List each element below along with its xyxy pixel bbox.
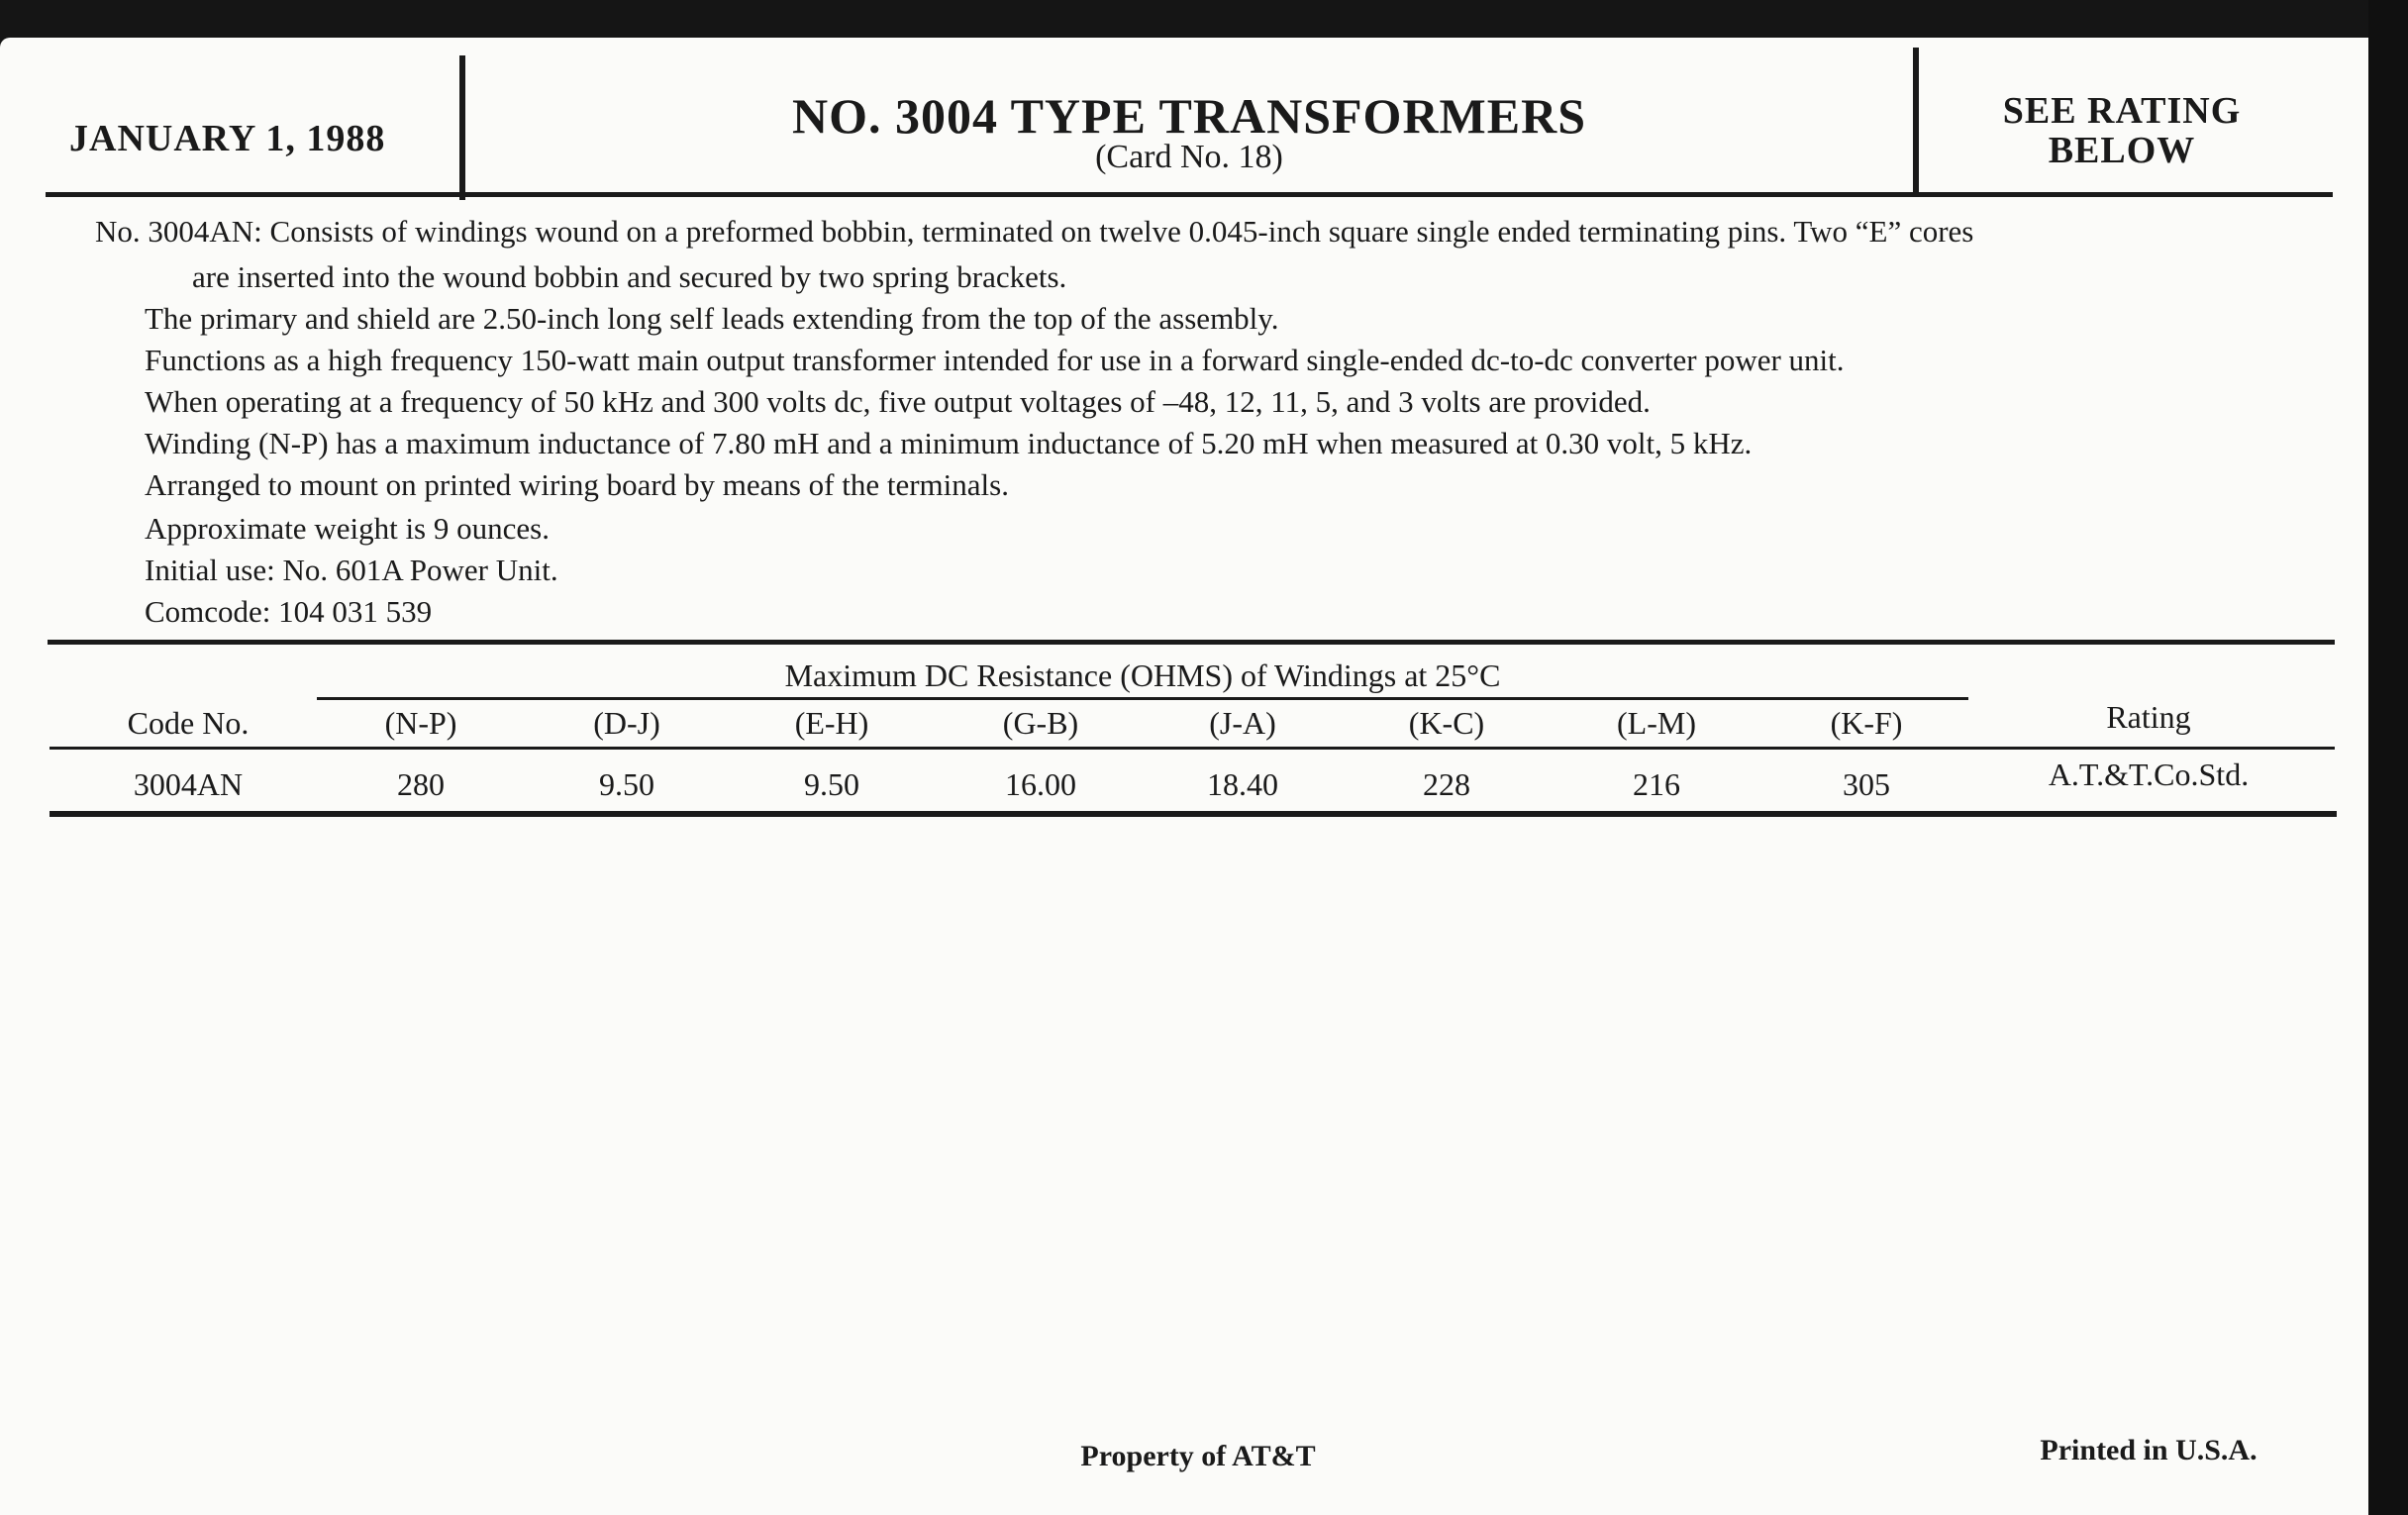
description-line: No. 3004AN: Consists of windings wound on a preformed bobbin, terminated on twelve 0.045-inch square single ended terminating pins. Two “E” cores (95, 214, 1974, 249)
caption-underline (317, 697, 1968, 700)
column-header-code: Code No. (127, 705, 250, 741)
description-line: Functions as a high frequency 150-watt main output transformer intended for use in a forward single-ended dc-to-dc converter power unit. (145, 343, 1845, 377)
column-header-lm: (L-M) (1617, 705, 1696, 741)
card-title: NO. 3004 TYPE TRANSFORMERS (791, 88, 1587, 144)
column-header-rating: Rating (2106, 699, 2191, 735)
table-cell: 280 (397, 766, 445, 802)
description-line: Arranged to mount on printed wiring board by means of the terminals. (145, 467, 1009, 502)
description-line: are inserted into the wound bobbin and secured by two spring brackets. (192, 259, 1067, 294)
table-cell-code: 3004AN (133, 766, 244, 802)
rating-note (1919, 91, 2325, 170)
description-line: Winding (N-P) has a maximum inductance of 7.80 mH and a minimum inductance of 5.20 mH when measured at 0.30 volt, 5 kHz. (145, 426, 1753, 460)
table-header-rule (50, 747, 2335, 750)
column-header-dj: (D-J) (593, 705, 660, 741)
table-cell: 16.00 (1005, 766, 1076, 802)
rating-note-line1: SEE RATING (2002, 90, 2242, 132)
table-top-rule (48, 640, 2335, 645)
table-cell-rating: A.T.&T.Co.Std. (2048, 757, 2250, 792)
footer-property: Property of AT&T (1080, 1440, 1316, 1472)
description-line: The primary and shield are 2.50-inch long self leads extending from the top of the assembly. (145, 301, 1279, 336)
column-header-kc: (K-C) (1408, 705, 1485, 741)
table-bottom-rule (50, 811, 2337, 817)
table-caption: Maximum DC Resistance (OHMS) of Windings at 25°C (784, 657, 1501, 693)
table-cell: 305 (1843, 766, 1890, 802)
header-rule (46, 192, 2333, 197)
description-line: Comcode: 104 031 539 (145, 594, 433, 629)
column-header-ja: (J-A) (1209, 705, 1276, 741)
description-line: Approximate weight is 9 ounces. (145, 511, 550, 546)
table-cell: 216 (1633, 766, 1680, 802)
table-cell: 228 (1423, 766, 1470, 802)
footer-printed: Printed in U.S.A. (2040, 1434, 2258, 1466)
description-line: Initial use: No. 601A Power Unit. (145, 553, 558, 587)
column-header-gb: (G-B) (1002, 705, 1079, 741)
table-cell: 18.40 (1207, 766, 1278, 802)
table-cell: 9.50 (804, 766, 859, 802)
card-date: JANUARY 1, 1988 (69, 118, 386, 159)
description-line: When operating at a frequency of 50 kHz and 300 volts dc, five output voltages of –48, 12, 11, 5, and 3 volts are provided. (145, 384, 1651, 419)
rating-note-line2: BELOW (2048, 130, 2196, 171)
column-header-kf: (K-F) (1830, 705, 1903, 741)
column-header-eh: (E-H) (794, 705, 869, 741)
table-cell: 9.50 (599, 766, 654, 802)
column-header-np: (N-P) (384, 705, 457, 741)
card-edge-shadow (2368, 0, 2408, 1515)
card-subtitle: (Card No. 18) (1095, 139, 1283, 175)
